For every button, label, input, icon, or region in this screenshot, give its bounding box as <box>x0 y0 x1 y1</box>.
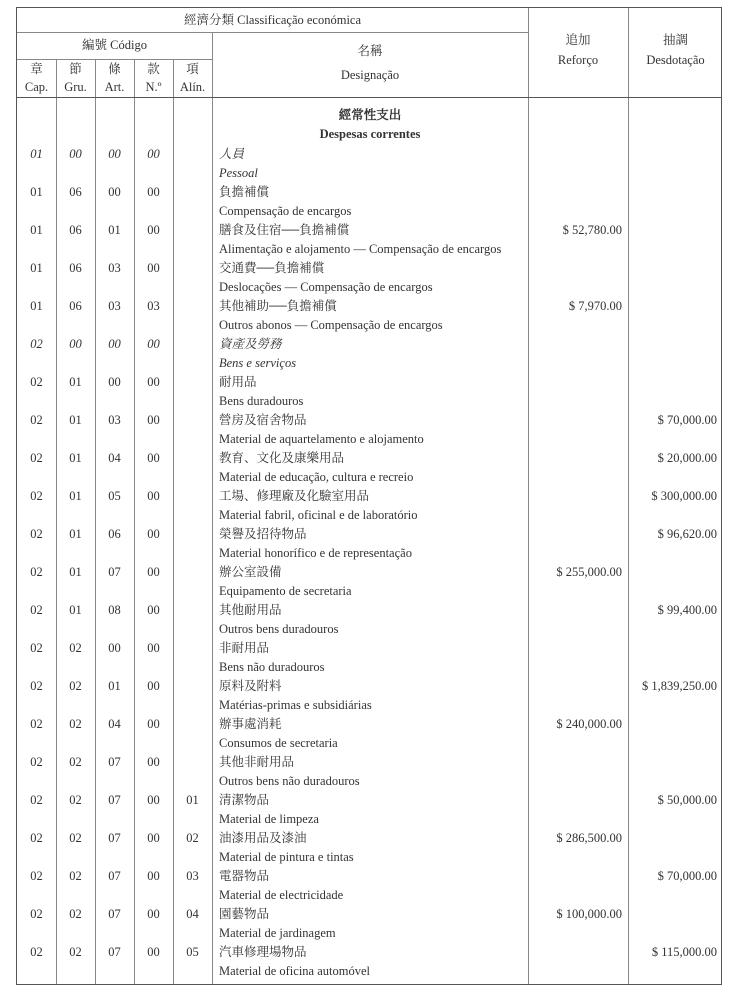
designation-pt: Deslocações — Compensação de encargos <box>219 280 433 294</box>
code-cell: 01 <box>108 223 121 237</box>
designation-pt: Material de electricidade <box>219 888 344 902</box>
code-cell: 02 <box>69 641 82 655</box>
classification-header: 經濟分類 Classificação económica <box>183 13 362 27</box>
code-cell: 02 <box>30 337 43 351</box>
code-cell: 00 <box>108 375 121 389</box>
designation-zh: 原料及附料 <box>219 679 282 693</box>
code-cell: 00 <box>147 869 160 883</box>
code-cell: 01 <box>69 413 82 427</box>
code-cell: 00 <box>147 945 160 959</box>
code-cell: 07 <box>108 565 121 579</box>
designation-zh: 膳食及住宿──負擔補償 <box>219 223 350 237</box>
code-col-header-pt: Cap. <box>24 80 49 94</box>
code-cell: 00 <box>147 489 160 503</box>
reforco-amount: $ 7,970.00 <box>568 299 622 313</box>
code-cell: 01 <box>69 489 82 503</box>
designation-zh: 其他耐用品 <box>219 603 282 617</box>
code-cell: 01 <box>186 793 199 807</box>
designation-zh: 其他補助──負擔補償 <box>219 299 337 313</box>
code-cell: 00 <box>108 641 121 655</box>
code-cell: 01 <box>30 147 43 161</box>
reforco-amount: $ 240,000.00 <box>556 717 622 731</box>
code-cell: 00 <box>69 147 82 161</box>
code-cell: 01 <box>30 261 43 275</box>
code-cell: 02 <box>30 565 43 579</box>
designation-zh: 營房及宿舍物品 <box>219 413 307 427</box>
code-cell: 04 <box>108 717 121 731</box>
designation-zh: 人員 <box>219 147 245 161</box>
code-cell: 00 <box>147 755 160 769</box>
desdotacao-amount: $ 70,000.00 <box>657 869 717 883</box>
designation-pt: Material de oficina automóvel <box>219 964 370 978</box>
code-cell: 02 <box>186 831 199 845</box>
code-cell: 01 <box>30 185 43 199</box>
reforco-amount: $ 52,780.00 <box>562 223 622 237</box>
desdotacao-amount: $ 300,000.00 <box>651 489 717 503</box>
code-cell: 00 <box>108 185 121 199</box>
designation-pt: Compensação de encargos <box>219 204 352 218</box>
code-cell: 06 <box>69 299 82 313</box>
desdotacao-header-zh: 抽調 <box>662 33 688 47</box>
designation-pt: Material de aquartelamento e alojamento <box>219 432 424 446</box>
code-cell: 02 <box>30 603 43 617</box>
designation-pt: Consumos de secretaria <box>219 736 338 750</box>
code-cell: 02 <box>30 793 43 807</box>
divider <box>212 32 213 984</box>
designation-pt: Matérias-primas e subsidiárias <box>219 698 372 712</box>
code-cell: 06 <box>69 261 82 275</box>
code-cell: 02 <box>69 755 82 769</box>
code-cell: 01 <box>108 679 121 693</box>
designation-zh: 榮譽及招待物品 <box>219 527 307 541</box>
designation-pt: Material de jardinagem <box>219 926 336 940</box>
code-cell: 01 <box>69 375 82 389</box>
designation-pt: Bens duradouros <box>219 394 304 408</box>
code-cell: 00 <box>108 147 121 161</box>
code-cell: 00 <box>147 451 160 465</box>
code-cell: 02 <box>30 527 43 541</box>
code-cell: 04 <box>186 907 199 921</box>
designation-pt: Bens não duradouros <box>219 660 325 674</box>
code-cell: 00 <box>147 147 160 161</box>
code-cell: 02 <box>30 717 43 731</box>
code-cell: 02 <box>69 831 82 845</box>
section-title-zh: 經常性支出 <box>338 108 402 122</box>
code-header: 編號 Código <box>82 38 147 52</box>
code-cell: 04 <box>108 451 121 465</box>
designation-zh: 園藝物品 <box>219 907 270 921</box>
code-cell: 02 <box>30 451 43 465</box>
code-cell: 02 <box>30 679 43 693</box>
desdotacao-amount: $ 115,000.00 <box>651 945 717 959</box>
designation-zh: 汽車修理場物品 <box>219 945 307 959</box>
code-cell: 07 <box>108 793 121 807</box>
code-col-header-pt: N.º <box>145 80 162 94</box>
divider <box>17 97 721 98</box>
code-cell: 00 <box>147 261 160 275</box>
code-cell: 03 <box>186 869 199 883</box>
code-cell: 00 <box>147 375 160 389</box>
code-cell: 07 <box>108 831 121 845</box>
code-cell: 01 <box>69 603 82 617</box>
designation-pt: Material de limpeza <box>219 812 319 826</box>
code-cell: 02 <box>30 869 43 883</box>
code-col-header-zh: 項 <box>186 62 199 76</box>
divider <box>17 32 528 33</box>
reforco-amount: $ 100,000.00 <box>556 907 622 921</box>
code-cell: 00 <box>147 223 160 237</box>
code-cell: 06 <box>69 223 82 237</box>
designation-zh: 其他非耐用品 <box>219 755 295 769</box>
code-cell: 01 <box>69 451 82 465</box>
designation-zh: 非耐用品 <box>219 641 270 655</box>
desdotacao-amount: $ 20,000.00 <box>657 451 717 465</box>
designation-zh: 耐用品 <box>219 375 257 389</box>
code-cell: 02 <box>30 489 43 503</box>
code-cell: 05 <box>186 945 199 959</box>
code-cell: 01 <box>69 565 82 579</box>
designation-pt: Bens e serviços <box>219 356 297 370</box>
code-col-header-pt: Art. <box>104 80 125 94</box>
code-cell: 03 <box>147 299 160 313</box>
code-cell: 02 <box>30 907 43 921</box>
designation-header-pt: Designação <box>340 68 400 82</box>
code-col-header-pt: Gru. <box>64 80 87 94</box>
code-cell: 02 <box>69 907 82 921</box>
designation-zh: 清潔物品 <box>219 793 270 807</box>
designation-zh: 油漆用品及漆油 <box>219 831 307 845</box>
code-col-header-zh: 節 <box>69 62 82 76</box>
designation-zh: 負擔補償 <box>219 185 270 199</box>
code-cell: 00 <box>147 413 160 427</box>
designation-zh: 教育、文化及康樂用品 <box>219 451 345 465</box>
designation-pt: Material de pintura e tintas <box>219 850 354 864</box>
designation-header-zh: 名稱 <box>357 44 383 58</box>
reforco-amount: $ 286,500.00 <box>556 831 622 845</box>
code-cell: 08 <box>108 603 121 617</box>
code-col-header-zh: 章 <box>30 62 43 76</box>
designation-pt: Material de educação, cultura e recreio <box>219 470 414 484</box>
code-cell: 00 <box>147 679 160 693</box>
reforco-header-pt: Reforço <box>557 53 599 67</box>
designation-pt: Material honorífico e de representação <box>219 546 412 560</box>
code-cell: 00 <box>147 831 160 845</box>
designation-zh: 辦事處消耗 <box>219 717 282 731</box>
code-cell: 00 <box>147 337 160 351</box>
code-cell: 00 <box>147 603 160 617</box>
budget-table <box>16 7 722 985</box>
desdotacao-amount: $ 96,620.00 <box>657 527 717 541</box>
desdotacao-amount: $ 99,400.00 <box>657 603 717 617</box>
code-cell: 00 <box>147 907 160 921</box>
reforco-amount: $ 255,000.00 <box>556 565 622 579</box>
code-cell: 00 <box>147 641 160 655</box>
code-cell: 01 <box>30 223 43 237</box>
code-cell: 02 <box>69 869 82 883</box>
code-cell: 07 <box>108 907 121 921</box>
designation-pt: Material fabril, oficinal e de laboratório <box>219 508 418 522</box>
code-cell: 07 <box>108 869 121 883</box>
code-cell: 02 <box>30 641 43 655</box>
code-cell: 01 <box>69 527 82 541</box>
code-cell: 02 <box>30 755 43 769</box>
designation-pt: Outros bens duradouros <box>219 622 339 636</box>
desdotacao-header-pt: Desdotação <box>646 53 705 67</box>
code-cell: 01 <box>30 299 43 313</box>
desdotacao-amount: $ 70,000.00 <box>657 413 717 427</box>
code-col-header-zh: 款 <box>147 62 160 76</box>
designation-pt: Alimentação e alojamento — Compensação de encargos <box>219 242 502 256</box>
desdotacao-amount: $ 1,839,250.00 <box>642 679 717 693</box>
code-cell: 02 <box>30 413 43 427</box>
code-cell: 00 <box>147 717 160 731</box>
designation-pt: Equipamento de secretaria <box>219 584 352 598</box>
code-cell: 02 <box>69 793 82 807</box>
code-cell: 02 <box>69 717 82 731</box>
code-cell: 02 <box>30 831 43 845</box>
code-cell: 02 <box>30 945 43 959</box>
designation-zh: 資產及勞務 <box>219 337 282 351</box>
designation-zh: 交通費──負擔補償 <box>219 261 325 275</box>
reforco-header-zh: 追加 <box>565 33 591 47</box>
code-cell: 05 <box>108 489 121 503</box>
code-cell: 07 <box>108 755 121 769</box>
code-cell: 00 <box>147 793 160 807</box>
code-cell: 03 <box>108 299 121 313</box>
code-col-header-pt: Alín. <box>179 80 206 94</box>
code-col-header-zh: 條 <box>108 62 121 76</box>
code-cell: 02 <box>30 375 43 389</box>
designation-zh: 工場、修理廠及化驗室用品 <box>219 489 370 503</box>
designation-pt: Outros abonos — Compensação de encargos <box>219 318 443 332</box>
designation-pt: Pessoal <box>219 166 258 180</box>
code-cell: 00 <box>69 337 82 351</box>
designation-zh: 辦公室設備 <box>219 565 282 579</box>
code-cell: 02 <box>69 679 82 693</box>
code-cell: 00 <box>147 527 160 541</box>
code-cell: 06 <box>108 527 121 541</box>
code-cell: 07 <box>108 945 121 959</box>
designation-zh: 電器物品 <box>219 869 270 883</box>
code-cell: 00 <box>147 185 160 199</box>
code-cell: 00 <box>147 565 160 579</box>
code-cell: 02 <box>69 945 82 959</box>
code-cell: 00 <box>108 337 121 351</box>
designation-pt: Outros bens não duradouros <box>219 774 360 788</box>
desdotacao-amount: $ 50,000.00 <box>657 793 717 807</box>
code-cell: 03 <box>108 413 121 427</box>
section-title-pt: Despesas correntes <box>319 127 421 141</box>
code-cell: 03 <box>108 261 121 275</box>
code-cell: 06 <box>69 185 82 199</box>
